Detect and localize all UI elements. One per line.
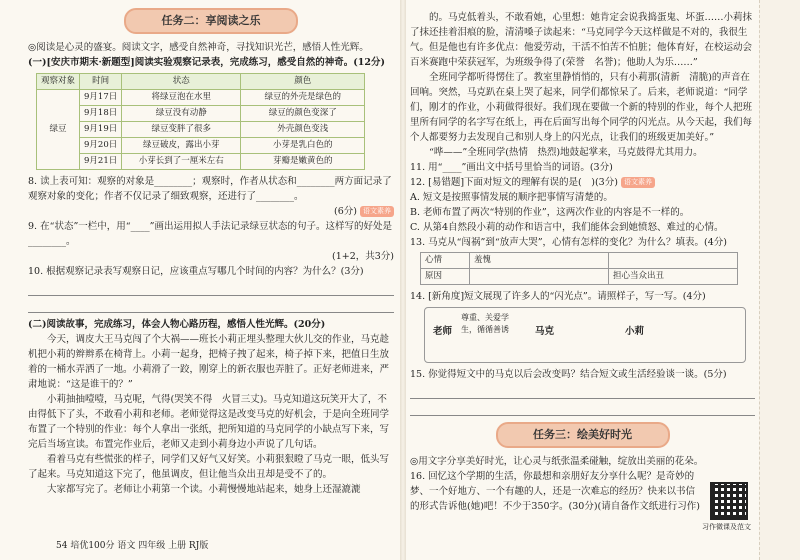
reason-label: 原因 [421, 269, 470, 285]
q9-score: (1+2，共3分) [331, 251, 394, 262]
td-state: 绿豆破皮，露出小芽 [122, 138, 241, 154]
task3-banner: 任务三：绘美好时光 [496, 422, 670, 448]
td-color: 小芽是乳白色的 [241, 138, 365, 154]
story-cont-1: 的。马克低着头，不敢看她，心里想：她肯定会说我捣蛋鬼、坏蛋……小莉抹了抹还挂着泪痕的脸，清清嗓子读起来：“马克同学今天这样做是不对的，我很生气。但是他也有许多优点：他爱劳动，干活不怕苦不怕脏；他体育好，在校运动会百米赛跑中荣获冠军，为班级争得了(荣誉 名誉)；他助人为乐……” [410, 12, 753, 68]
question-12-text: 12. [易错题]下面对短文的理解有误的是( )(3分) [410, 177, 618, 188]
qr-label: 习作微课及范文 [702, 523, 751, 531]
th-object: 观察对象 [37, 74, 80, 90]
question-12 [410, 175, 755, 190]
left-page [28, 0, 394, 560]
mood-blank[interactable] [609, 253, 738, 269]
story-para-3: 看着马克有些慌张的样子，同学们又好气又好笑。小莉狠狠瞪了马克一眼，低头写了起来。马克知道这下完了，他虽调皮，但让他当众出丑却是受不了的。 [28, 454, 390, 480]
reason-blank[interactable] [470, 269, 609, 285]
task2-intro: ◎阅读是心灵的盛宴。阅读文字，感受自然神奇，寻找知识光芒，感悟人性光辉。 [28, 42, 369, 53]
th-color: 颜色 [241, 74, 365, 90]
answer-line[interactable] [410, 401, 755, 416]
td-time: 9月18日 [80, 106, 122, 122]
td-time: 9月21日 [80, 154, 122, 170]
question-14: 14. [新角度]短文展现了许多人的“闪光点”。请照样子，写一写。(4分) [410, 291, 706, 302]
q12-option-c: C. 从第4自然段小莉的动作和语言中，我们能体会到她愤怒、难过的心情。 [410, 222, 724, 233]
story-para-4: 大家都写完了。老师让小莉第一个读。小莉慢慢地站起来，她身上还湿漉漉 [47, 484, 361, 495]
task2-banner: 任务二：享阅读之乐 [124, 8, 298, 34]
td-time: 9月20日 [80, 138, 122, 154]
reason-cell: 担心当众出丑 [609, 269, 738, 285]
q8-score-text: (6分) [334, 206, 357, 217]
right-page [410, 0, 755, 560]
page-footer: 54 培优100分 语文 四年级 上册 RJ版 [56, 541, 209, 551]
td-time: 9月19日 [80, 122, 122, 138]
th-state: 状态 [122, 74, 241, 90]
shine-point-box [424, 307, 746, 363]
question-11: 11. 用“____”画出文中括号里恰当的词语。(3分) [410, 162, 613, 173]
literacy-tag: 语文素养 [621, 177, 655, 188]
td-state: 将绿豆泡在水里 [122, 90, 241, 106]
answer-line[interactable] [28, 281, 394, 296]
td-color: 绿豆的外壳是绿色的 [241, 90, 365, 106]
qr-code-icon[interactable] [710, 482, 748, 520]
question-8: 8. 读上表可知：观察的对象是________；观察时，作者从状态和________两方面记录了观察对象的变化；作者不仅记录了细致观察，还进行了________。 [28, 176, 392, 202]
mood-label: 心情 [421, 253, 470, 269]
th-time: 时间 [80, 74, 122, 90]
story-cont-2: 全班同学都听得愣住了。教室里静悄悄的，只有小莉那(清新 清脆)的声音在回响。突然，马克趴在桌上哭了起来，同学们都惊呆了。后来，老师说道：“同学们，刚才的作业，小莉做得很好。我们现在要做一个新的特别的作业，每个人把班里所有同学的名字写在纸上，再在后面写出每个同学的闪光点。从今天起，我们每个人都要努力去发现自己和别人身上的闪光点，让我们的班级更加美好。” [410, 72, 753, 143]
teacher-traits: 尊重、关爱学生，循循善诱 [461, 313, 509, 334]
teacher-label: 老师 [433, 326, 453, 337]
td-state: 绿豆变胖了很多 [122, 122, 241, 138]
section2-title: (二)阅读故事，完成练习，体会人物心路历程，感悟人性光辉。(20分) [28, 319, 326, 330]
q8-score [28, 204, 394, 219]
xiaoli-label: 小莉 [625, 326, 645, 337]
literacy-tag: 语文素养 [360, 206, 394, 217]
q12-option-a: A. 短文是按照事情发展的顺序把事情写清楚的。 [410, 192, 613, 203]
q12-option-b: B. 老师布置了两次“特别的作业”，这两次作业的内容是不一样的。 [410, 207, 690, 218]
right-margin-strip [759, 0, 800, 560]
question-16: 16. 回忆这个学期的生活，你最想和亲朋好友分享什么呢？是奇妙的梦、一个好地方、一个有趣的人，还是一次难忘的经历？快来以书信的形式告诉他(她)吧！不少于350字。(30分)(请自备作文纸进行习作) [410, 471, 700, 512]
td-color: 芽瓣是嫩黄色的 [241, 154, 365, 170]
answer-line[interactable] [410, 384, 755, 399]
story-cont-3: “哗——”全班同学(热情 热烈)地鼓起掌来，马克鼓得尤其用力。 [429, 147, 703, 158]
td-state: 小芽长到了一厘米左右 [122, 154, 241, 170]
section1-title: (一)[安庆市期末·新题型]阅读实验观察记录表，完成练习，感受自然的神奇。(12分) [28, 57, 385, 68]
story-para-1: 今天，调皮大王马克闯了个大祸——班长小莉正埋头整理大伙儿交的作业，马克趁机把小莉的辫辫系在椅背上。小莉一起身，把椅子拽了起来，椅子掉下来，把值日生放着的一桶水弄洒了一地。小莉滑了一跤，刚穿上的新衣服也弄脏了。正好老师进来，严肃地说：“这是谁干的？” [28, 334, 390, 390]
answer-line[interactable] [28, 298, 394, 313]
mark-label: 马克 [535, 326, 555, 337]
question-13: 13. 马克从“闯祸”到“放声大哭”，心情有怎样的变化？为什么？填表。(4分) [410, 237, 728, 248]
story-para-2: 小莉抽抽噎噎，马克呢，气得(哭笑不得 火冒三丈)。马克知道这玩笑开大了，不由得低下了头，不敢看小莉和老师。老师觉得这是改变马克的好机会，于是向全班同学布置了一个特别的作业：每个人拿出一张纸，把所知道的马克同学的小缺点写下来，写完后当场宣读。布置完作业后，老师又走到小莉身边小声说了几句话。 [28, 394, 390, 450]
td-color: 绿豆的颜色变深了 [241, 106, 365, 122]
observation-table [36, 73, 365, 170]
td-time: 9月17日 [80, 90, 122, 106]
mood-table [420, 252, 738, 285]
mood-cell: 羞愧 [470, 253, 609, 269]
question-10: 10. 根据观察记录表写观察日记，应该重点写哪几个时间的内容？为什么？(3分) [28, 266, 364, 277]
td-color: 外壳颜色变浅 [241, 122, 365, 138]
task3-intro: ◎用文字分享美好时光，让心灵与纸张温柔碰触，绽放出美丽的花朵。 [410, 456, 704, 467]
td-object: 绿豆 [37, 90, 80, 170]
question-9: 9. 在“状态”一栏中，用“____”画出运用拟人手法记录绿豆状态的句子。这样写的好处是________。 [28, 221, 393, 247]
td-state: 绿豆没有动静 [122, 106, 241, 122]
question-15: 15. 你觉得短文中的马克以后会改变吗？结合短文或生活经验谈一谈。(5分) [410, 369, 727, 380]
book-spine [400, 0, 406, 560]
